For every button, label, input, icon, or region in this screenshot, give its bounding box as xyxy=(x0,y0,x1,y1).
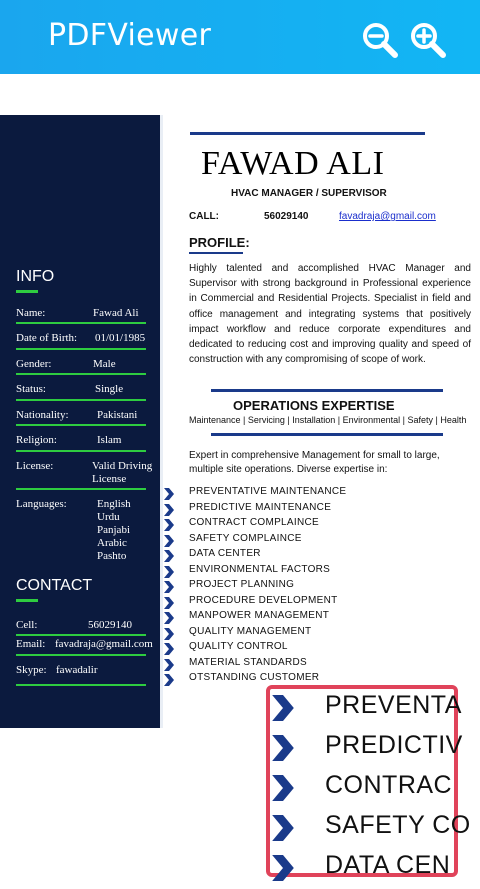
zoom-out-icon xyxy=(360,20,400,60)
ops-rule-top xyxy=(211,389,443,392)
magnified-label: PREVENTA xyxy=(325,691,462,719)
divider xyxy=(16,348,146,350)
resume-main xyxy=(163,115,480,728)
expertise-label: QUALITY CONTROL xyxy=(189,641,288,652)
chevron-right-icon xyxy=(163,627,175,639)
chevron-right-icon xyxy=(270,695,296,721)
profile-heading: PROFILE: xyxy=(189,235,250,250)
profile-text: Highly talented and accomplished HVAC Manager and Supervisor with strong background in Professional experience in Commercial and Residential Projects. Specialist in field and office management and integrating systems that positively impact workflow and reduce corporate expenditures and dedicated to reducing cost and improving quality and speed of construction with any compromising of scope of work. xyxy=(189,263,471,366)
magnified-label: CONTRAC xyxy=(325,771,453,799)
ops-heading: OPERATIONS EXPERTISE xyxy=(233,398,395,413)
resume-sidebar xyxy=(0,115,160,728)
expertise-label: MANPOWER MANAGEMENT xyxy=(189,610,330,621)
expertise-label: SAFETY COMPLAINCE xyxy=(189,532,302,544)
skype-label: Skype: xyxy=(16,664,47,676)
resume-name: FAWAD ALI xyxy=(201,145,385,182)
chevron-right-icon xyxy=(270,815,296,841)
chevron-right-icon xyxy=(163,580,175,592)
expertise-label: PROCEDURE DEVELOPMENT xyxy=(189,594,338,606)
languages-label: Languages: xyxy=(16,498,67,510)
magnified-label: PREDICTIV xyxy=(325,731,463,759)
language-item: Urdu xyxy=(97,511,120,523)
nationality-value: Pakistani xyxy=(97,409,138,421)
magnifier-lens[interactable] xyxy=(266,685,471,879)
status-label: Status: xyxy=(16,383,46,395)
call-label: CALL: xyxy=(189,211,219,222)
skype-value: fawadalir xyxy=(56,664,98,676)
name-value: Fawad Ali xyxy=(93,307,139,319)
status-value: Single xyxy=(95,383,124,395)
license-value: License xyxy=(92,473,127,485)
gender-value: Male xyxy=(93,358,116,370)
ops-subtitle: Maintenance | Servicing | Installation | Environmental | Safety | Health xyxy=(189,415,467,425)
license-value: Valid Driving xyxy=(92,460,153,472)
chevron-right-icon xyxy=(163,658,175,670)
expert-text: Expert in comprehensive Management for small to large, multiple site operations. Diverse expertise in: xyxy=(189,450,440,475)
chevron-right-icon xyxy=(163,549,175,561)
zoom-in-icon xyxy=(408,20,448,60)
chevron-right-icon xyxy=(270,775,296,801)
chevron-right-icon xyxy=(163,503,175,515)
magnified-item xyxy=(270,729,470,769)
chevron-right-icon xyxy=(163,487,175,499)
cell-label: Cell: xyxy=(16,619,38,631)
zoom-in-button[interactable] xyxy=(408,20,448,60)
expertise-label: ENVIRONMENTAL FACTORS xyxy=(189,563,331,575)
divider xyxy=(16,450,146,452)
chevron-right-icon xyxy=(270,855,296,881)
dob-label: Date of Birth: xyxy=(16,332,78,344)
divider xyxy=(16,684,146,686)
expertise-label: OTSTANDING CUSTOMER xyxy=(189,672,320,683)
magnified-label: SAFETY CO xyxy=(325,811,471,839)
divider xyxy=(16,424,146,426)
nationality-label: Nationality: xyxy=(16,409,69,421)
contact-heading: CONTACT xyxy=(16,577,93,594)
expertise-label: PROJECT PLANNING xyxy=(189,579,295,590)
email-link[interactable]: favadraja@gmail.com xyxy=(339,211,436,222)
magnified-item xyxy=(270,769,470,809)
expertise-label: DATA CENTER xyxy=(189,548,261,559)
app-title: PDFViewer xyxy=(48,18,212,53)
expertise-label: QUALITY MANAGEMENT xyxy=(189,625,312,637)
divider xyxy=(16,322,146,324)
expertise-label: PREVENTATIVE MAINTENANCE xyxy=(189,486,347,497)
magnified-label: DATA CEN xyxy=(325,851,451,879)
expertise-label: PREDICTIVE MAINTENANCE xyxy=(189,501,332,513)
chevron-right-icon xyxy=(163,565,175,577)
divider xyxy=(16,373,146,375)
divider xyxy=(16,654,146,656)
name-label: Name: xyxy=(16,307,46,319)
call-number: 56029140 xyxy=(264,211,309,222)
magnified-item xyxy=(270,809,470,849)
chevron-right-icon xyxy=(163,673,175,685)
app-bar xyxy=(0,0,480,74)
cell-value: 56029140 xyxy=(88,619,132,631)
chevron-right-icon xyxy=(163,596,175,608)
gender-label: Gender: xyxy=(16,358,52,370)
language-item: Pashto xyxy=(97,550,127,562)
language-item: Panjabi xyxy=(97,524,130,536)
magnified-item xyxy=(270,849,470,889)
pdf-page[interactable] xyxy=(0,115,480,879)
email-label: Email: xyxy=(16,638,46,650)
license-label: License: xyxy=(16,460,54,472)
info-underline xyxy=(16,290,38,293)
divider xyxy=(16,399,146,401)
email-value: favadraja@gmail.com xyxy=(55,638,153,650)
chevron-right-icon xyxy=(163,642,175,654)
magnified-item xyxy=(270,689,470,729)
religion-value: Islam xyxy=(97,434,122,446)
zoom-out-button[interactable] xyxy=(360,20,400,60)
chevron-right-icon xyxy=(163,534,175,546)
header-rule xyxy=(190,132,425,135)
profile-underline xyxy=(189,252,243,254)
divider xyxy=(16,634,146,636)
chevron-right-icon xyxy=(163,518,175,530)
chevron-right-icon xyxy=(270,735,296,761)
expertise-label: MATERIAL STANDARDS xyxy=(189,656,308,668)
info-heading: INFO xyxy=(16,268,55,285)
language-item: English xyxy=(97,498,131,510)
expertise-label: CONTRACT COMPLAINCE xyxy=(189,517,319,528)
divider xyxy=(16,488,146,490)
ops-rule-bottom xyxy=(211,433,443,436)
language-item: Arabic xyxy=(97,537,127,549)
chevron-right-icon xyxy=(163,611,175,623)
dob-value: 01/01/1985 xyxy=(95,332,146,344)
job-title: HVAC MANAGER / SUPERVISOR xyxy=(231,188,387,199)
religion-label: Religion: xyxy=(16,434,57,446)
contact-underline xyxy=(16,599,38,602)
